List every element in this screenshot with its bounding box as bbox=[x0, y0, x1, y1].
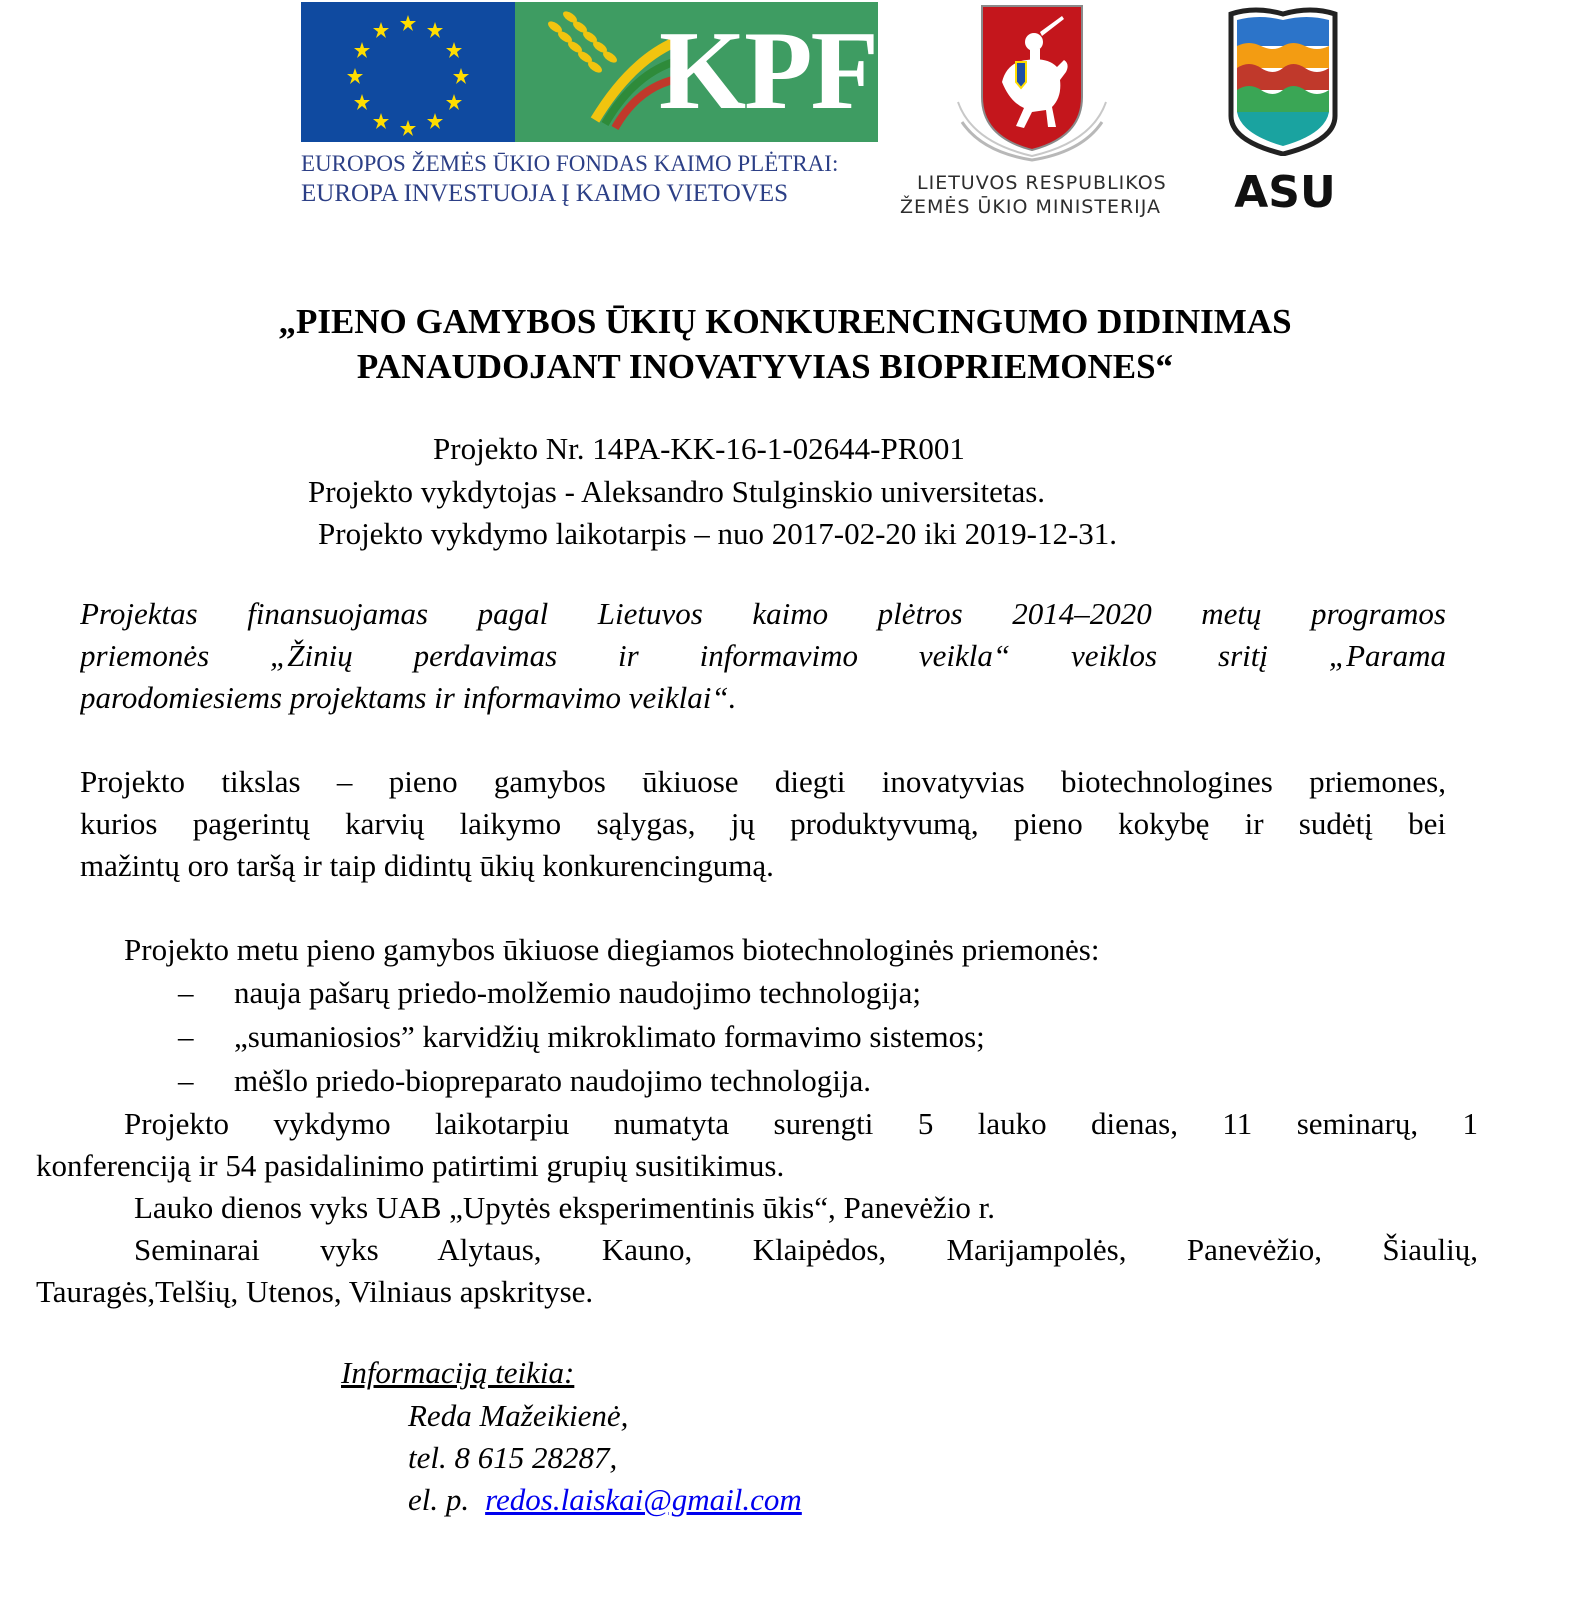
kpf-logo-text: KPF bbox=[659, 9, 877, 133]
fund-line-1: EUROPOS ŽEMĖS ŪKIO FONDAS KAIMO PLĖTRAI: bbox=[301, 151, 839, 176]
ministry-logo bbox=[952, 2, 1112, 162]
document-title-line-2: PANAUDOJANT INOVATYVIAS BIOPRIEMONES“ bbox=[356, 347, 1174, 386]
contact-email-link[interactable]: redos.laiskai@gmail.com bbox=[485, 1482, 802, 1517]
events-line-1: Projekto vykdymo laikotarpiu numatyta surengti 5 lauko dienas, 11 seminarų, 1 bbox=[124, 1106, 1478, 1141]
contact-email-label: el. p. bbox=[408, 1482, 470, 1517]
ministry-line-2: ŽEMĖS ŪKIO MINISTERIJA bbox=[900, 196, 1162, 218]
field-days-line: Lauko dienos vyks UAB „Upytės eksperimentinis ūkis“, Panevėžio r. bbox=[134, 1190, 995, 1225]
activities-section bbox=[36, 929, 1478, 1313]
dash-bullet-icon: – bbox=[178, 1019, 194, 1054]
financing-line: Projektas finansuojamas pagal Lietuvos kaimo plėtros 2014–2020 metų programos bbox=[80, 596, 1446, 631]
goal-line: mažintų oro taršą ir taip didintų ūkių konkurencingumą. bbox=[80, 848, 774, 883]
eu-flag-logo bbox=[301, 2, 515, 142]
list-item-text: mėšlo priedo-biopreparato naudojimo technologija. bbox=[234, 1063, 872, 1098]
contact-phone: tel. 8 615 28287, bbox=[408, 1440, 618, 1475]
activities-intro: Projekto metu pieno gamybos ūkiuose diegiamos biotechnologinės priemonės: bbox=[124, 932, 1100, 967]
ministry-line-1: LIETUVOS RESPUBLIKOS bbox=[917, 172, 1167, 194]
contact-heading: Informaciją teikia: bbox=[341, 1355, 575, 1390]
goal-line: kurios pagerintų karvių laikymo sąlygas, jų produktyvumą, pieno kokybę ir sudėtį bei bbox=[80, 806, 1446, 841]
dash-bullet-icon: – bbox=[178, 1063, 194, 1098]
asu-logo bbox=[1225, 6, 1341, 156]
goal-paragraph bbox=[80, 761, 1446, 887]
fund-line-2: EUROPA INVESTUOJA Į KAIMO VIETOVES bbox=[301, 180, 789, 207]
contact-name: Reda Mažeikienė, bbox=[408, 1398, 629, 1433]
list-item-text: „sumaniosios” karvidžių mikroklimato formavimo sistemos; bbox=[234, 1019, 985, 1054]
asu-logo-text: ASU bbox=[1234, 167, 1336, 218]
financing-line: priemonės „Žinių perdavimas ir informavimo veikla“ veiklos sritį „Parama bbox=[80, 638, 1446, 673]
project-period: Projekto vykdymo laikotarpis – nuo 2017-02-20 iki 2019-12-31. bbox=[318, 516, 1118, 551]
project-executor: Projekto vykdytojas - Aleksandro Stulginskio universitetas. bbox=[308, 474, 1046, 509]
eu-flag-icon bbox=[301, 2, 515, 142]
seminars-line-1: Seminarai vyks Alytaus, Kauno, Klaipėdos, Marijampolės, Panevėžio, Šiaulių, bbox=[134, 1232, 1478, 1267]
financing-paragraph bbox=[80, 593, 1446, 719]
coat-of-arms-icon bbox=[952, 2, 1112, 162]
financing-line: parodomiesiems projektams ir informavimo veiklai“. bbox=[80, 680, 737, 715]
project-number: Projekto Nr. 14PA-KK-16-1-02644-PR001 bbox=[433, 431, 965, 466]
list-item bbox=[36, 1015, 1478, 1059]
list-item-text: nauja pašarų priedo-molžemio naudojimo technologija; bbox=[234, 975, 921, 1010]
list-item bbox=[36, 1059, 1478, 1103]
contact-email-row bbox=[408, 1479, 802, 1521]
dash-bullet-icon: – bbox=[178, 975, 194, 1010]
document-title-line-1: „PIENO GAMYBOS ŪKIŲ KONKURENCINGUMO DIDINIMAS bbox=[278, 302, 1292, 341]
asu-emblem-icon bbox=[1225, 6, 1341, 156]
list-item bbox=[36, 971, 1478, 1015]
seminars-line-2: Tauragės,Telšių, Utenos, Vilniaus apskrityse. bbox=[36, 1274, 594, 1309]
goal-line: Projekto tikslas – pieno gamybos ūkiuose diegti inovatyvias biotechnologines priemones, bbox=[80, 764, 1446, 799]
events-line-2: konferenciją ir 54 pasidalinimo patirtimi grupių susitikimus. bbox=[36, 1148, 785, 1183]
